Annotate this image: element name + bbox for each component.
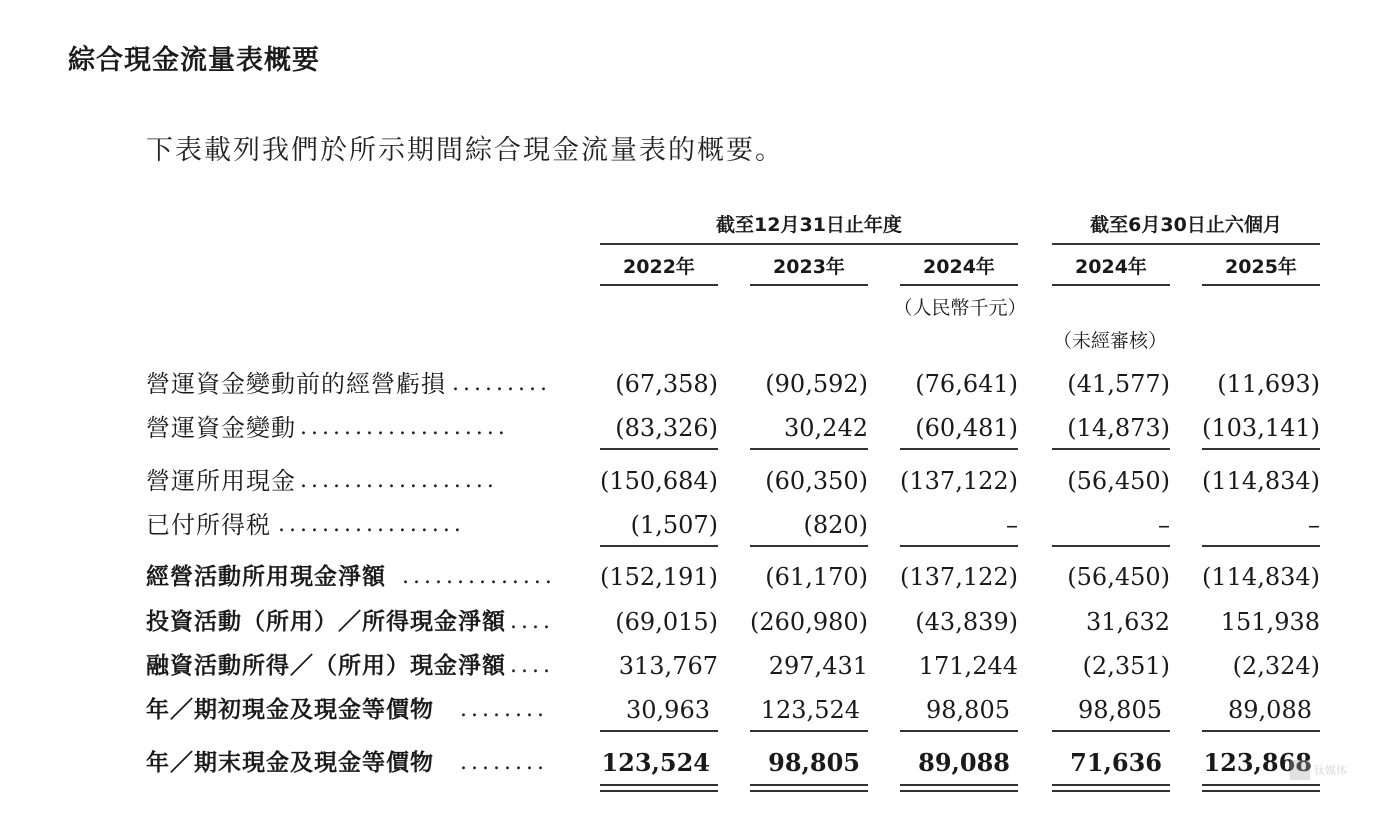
table-row-total: [0, 745, 1400, 781]
unit-note: （人民幣千元）: [893, 297, 1027, 319]
cell-value: (83,326): [615, 414, 718, 442]
table-row: [0, 463, 1400, 499]
subtotal-rule: [1202, 730, 1320, 732]
cell-value: (76,641): [915, 370, 1018, 398]
subtotal-rule: [900, 545, 1018, 547]
row-label: 融資活動所得／（所用）現金淨額: [146, 653, 506, 679]
cell-value: 297,431: [768, 652, 868, 680]
subtotal-rule: [1202, 545, 1320, 547]
subtotal-rule: [1202, 448, 1320, 450]
cell-value: 151,938: [1220, 608, 1320, 636]
year-underline: [1052, 284, 1170, 286]
cell-value: 313,767: [618, 652, 718, 680]
total-double-rule: [600, 784, 718, 786]
year-header: 2024年: [1075, 256, 1147, 278]
cell-value: 98,805: [768, 748, 860, 777]
watermark-text: 钛媒体: [1314, 764, 1347, 777]
leader-dots: ....: [510, 609, 554, 634]
cell-value: 123,524: [760, 696, 860, 724]
total-double-rule: [1052, 784, 1170, 786]
cell-value: (43,839): [915, 608, 1018, 636]
cell-value: (1,507): [630, 511, 718, 539]
row-label: 投資活動（所用）／所得現金淨額: [146, 609, 506, 635]
cell-value: (152,191): [600, 563, 718, 591]
table-row: [0, 604, 1400, 640]
cell-value: (90,592): [765, 370, 868, 398]
table-row: [0, 507, 1400, 543]
leader-dots: ....: [510, 653, 554, 678]
table-row: [0, 692, 1400, 728]
table-row: [0, 366, 1400, 402]
leader-dots: .................: [278, 512, 465, 537]
cell-value: –: [1308, 511, 1320, 539]
cell-value: (114,834): [1202, 563, 1320, 591]
cell-value: 171,244: [918, 652, 1018, 680]
group-underline: [1052, 243, 1320, 245]
row-label: 年／期初現金及現金等價物: [146, 697, 434, 723]
total-double-rule: [750, 790, 868, 792]
table-row: [0, 648, 1400, 684]
cell-value: (260,980): [750, 608, 868, 636]
watermark-logo: [1290, 758, 1370, 784]
cell-value: 123,524: [601, 748, 710, 777]
cell-value: (820): [803, 511, 868, 539]
group-underline: [600, 243, 1018, 245]
cell-value: –: [1006, 511, 1018, 539]
row-label: 已付所得税: [146, 511, 271, 539]
cell-value: 30,963: [626, 696, 710, 724]
leader-dots: ...................: [300, 415, 509, 440]
cell-value: (2,351): [1082, 652, 1170, 680]
cell-value: (56,450): [1067, 563, 1170, 591]
row-label: 營運所用現金: [146, 467, 296, 495]
leader-dots: ........: [460, 750, 548, 775]
total-double-rule: [900, 790, 1018, 792]
cell-value: (56,450): [1067, 467, 1170, 495]
leader-dots: ..................: [300, 468, 498, 493]
cell-value: –: [1158, 511, 1170, 539]
cell-value: 30,242: [784, 414, 868, 442]
subtotal-rule: [600, 545, 718, 547]
subtotal-rule: [750, 730, 868, 732]
group-header-year-end: 截至12月31日止年度: [716, 214, 902, 236]
group-header-six-months: 截至6月30日止六個月: [1090, 214, 1282, 236]
total-double-rule: [1202, 784, 1320, 786]
subtotal-rule: [1052, 448, 1170, 450]
cell-value: (61,170): [765, 563, 868, 591]
leader-dots: .........: [452, 371, 551, 396]
subtotal-rule: [1052, 730, 1170, 732]
row-label: 年／期末現金及現金等價物: [146, 750, 434, 776]
subtotal-rule: [900, 448, 1018, 450]
row-label: 營運資金變動前的經營虧損: [146, 370, 446, 398]
table-row: [0, 410, 1400, 446]
table-row: [0, 559, 1400, 595]
subtotal-rule: [600, 730, 718, 732]
year-underline: [600, 284, 718, 286]
year-header: 2022年: [623, 256, 695, 278]
total-double-rule: [600, 790, 718, 792]
cell-value: (14,873): [1067, 414, 1170, 442]
cell-value: 89,088: [918, 748, 1010, 777]
cell-value: (114,834): [1202, 467, 1320, 495]
total-double-rule: [1052, 790, 1170, 792]
cell-value: (2,324): [1232, 652, 1320, 680]
year-header: 2023年: [773, 256, 845, 278]
subtotal-rule: [600, 448, 718, 450]
year-header: 2025年: [1225, 256, 1297, 278]
cell-value: 98,805: [1078, 696, 1162, 724]
cell-value: (103,141): [1202, 414, 1320, 442]
subtotal-rule: [750, 545, 868, 547]
unaudited-note: （未經審核）: [1052, 330, 1167, 352]
cell-value: 71,636: [1070, 748, 1162, 777]
total-double-rule: [1202, 790, 1320, 792]
total-double-rule: [750, 784, 868, 786]
total-double-rule: [900, 784, 1018, 786]
cell-value: (137,122): [900, 467, 1018, 495]
subtotal-rule: [1052, 545, 1170, 547]
cell-value: (69,015): [615, 608, 718, 636]
year-underline: [750, 284, 868, 286]
watermark-icon: [1290, 760, 1310, 780]
cell-value: (60,350): [765, 467, 868, 495]
year-underline: [900, 284, 1018, 286]
subtotal-rule: [750, 448, 868, 450]
cell-value: 31,632: [1086, 608, 1170, 636]
year-header: 2024年: [923, 256, 995, 278]
cell-value: 98,805: [926, 696, 1010, 724]
section-heading: 綜合現金流量表概要: [68, 45, 320, 76]
year-underline: [1202, 284, 1320, 286]
cell-value: (60,481): [915, 414, 1018, 442]
cell-value: (67,358): [615, 370, 718, 398]
leader-dots: ........: [460, 697, 548, 722]
row-label: 經營活動所用現金淨額: [146, 564, 386, 590]
cell-value: 123,868: [1203, 748, 1312, 777]
cell-value: (41,577): [1067, 370, 1170, 398]
cell-value: (137,122): [900, 563, 1018, 591]
cell-value: (11,693): [1217, 370, 1320, 398]
leader-dots: ..............: [402, 564, 556, 589]
cell-value: (150,684): [600, 467, 718, 495]
cell-value: 89,088: [1228, 696, 1312, 724]
row-label: 營運資金變動: [146, 414, 296, 442]
subtotal-rule: [900, 730, 1018, 732]
intro-paragraph: 下表載列我們於所示期間綜合現金流量表的概要。: [146, 135, 784, 166]
